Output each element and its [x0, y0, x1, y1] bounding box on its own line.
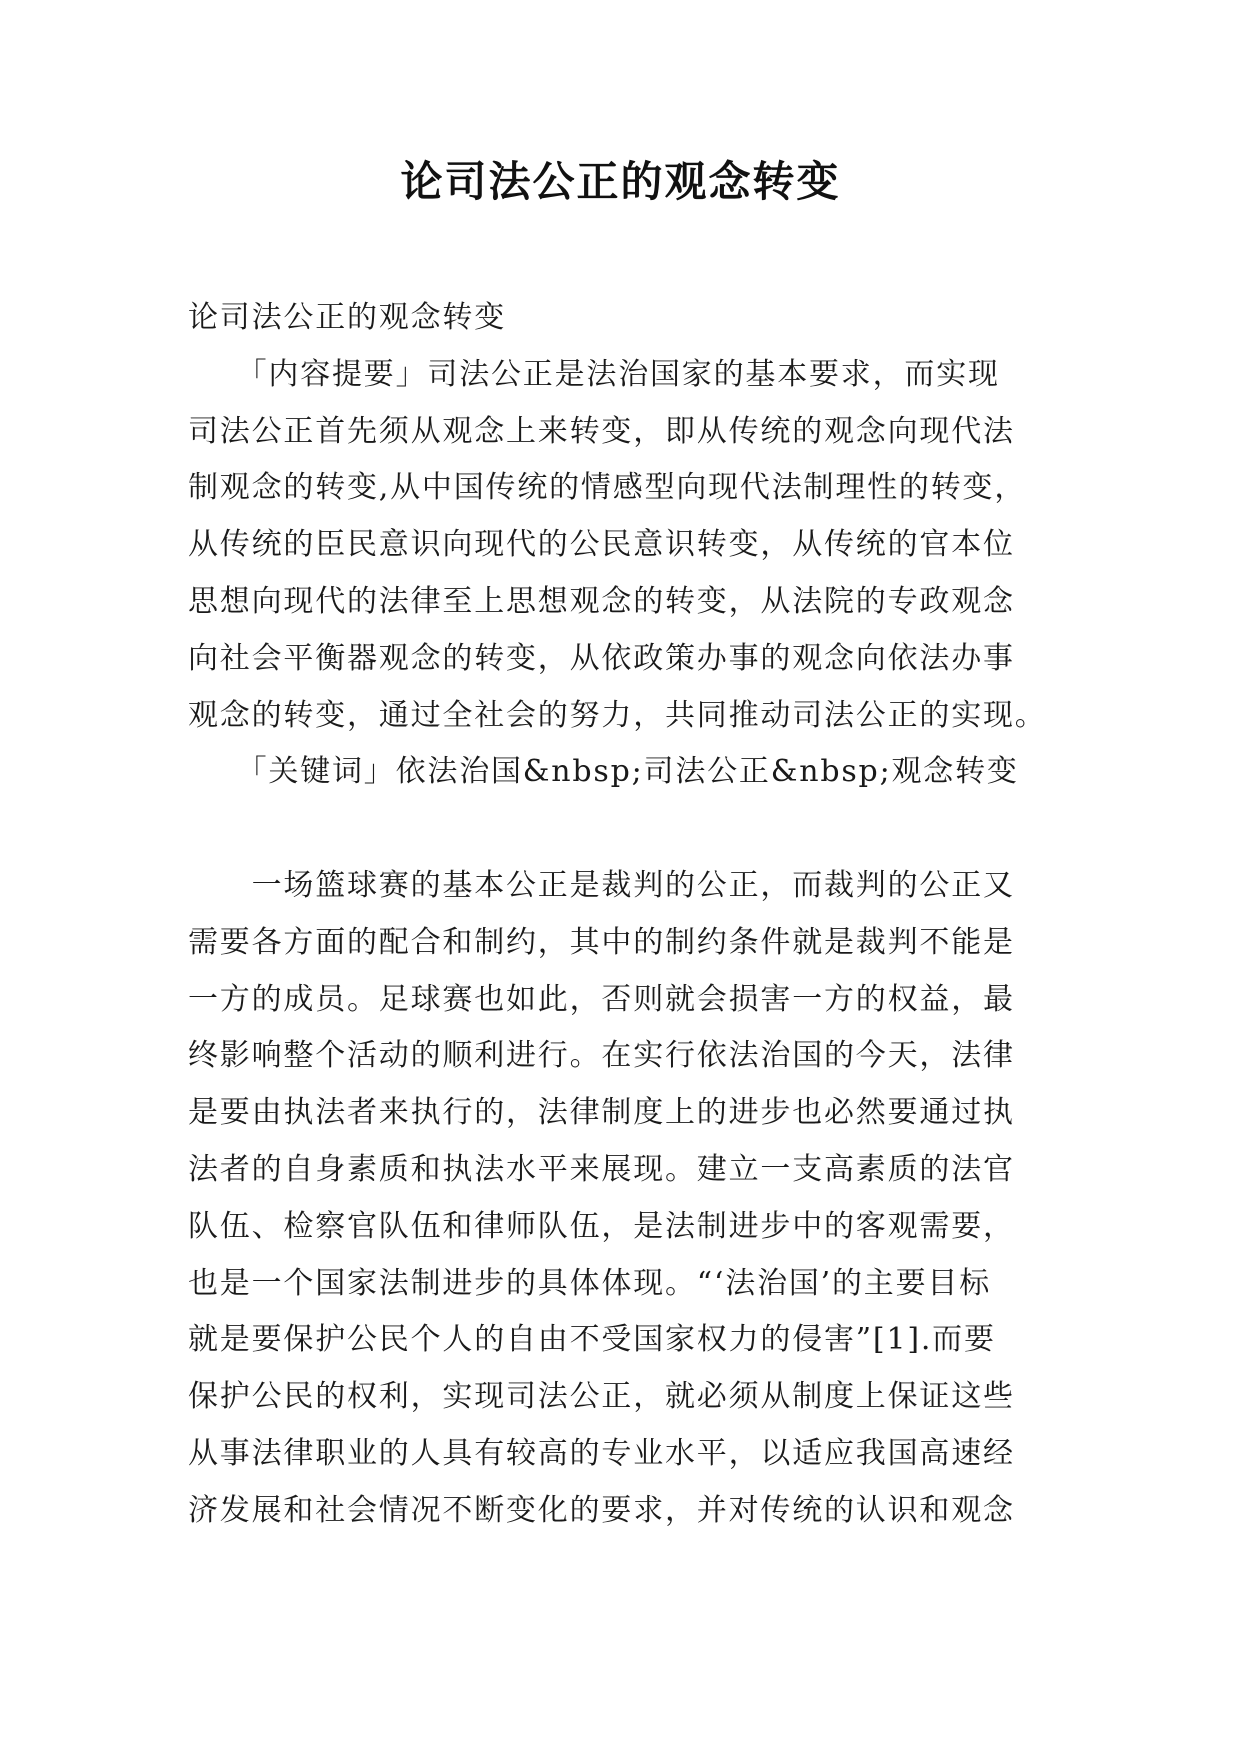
abstract-line: 从传统的臣民意识向现代的公民意识转变，从传统的官本位 [188, 527, 1015, 563]
document-title: 论司法公正的观念转变 [400, 157, 841, 206]
abstract-line: 司法公正首先须从观念上来转变，即从传统的观念向现代法 [188, 413, 1015, 449]
abstract-line: 制观念的转变,从中国传统的情感型向现代法制理性的转变， [188, 470, 1027, 506]
keywords-line: 「关键词」依法治国&nbsp;司法公正&nbsp;观念转变 [188, 754, 1019, 790]
paragraph-line: 也是一个国家法制进步的具体体现。“‘法治国’的主要目标 [188, 1265, 992, 1301]
paragraph-line: 从事法律职业的人具有较高的专业水平，以适应我国高速经 [188, 1435, 1015, 1471]
paragraph-line: 需要各方面的配合和制约，其中的制约条件就是裁判不能是 [188, 924, 1015, 960]
document-body [188, 290, 1058, 1540]
subtitle-line: 论司法公正的观念转变 [188, 300, 506, 335]
abstract-line: 观念的转变，通过全社会的努力，共同推动司法公正的实现。 [188, 697, 1047, 733]
abstract-line: 「内容提要」司法公正是法治国家的基本要求，而实现 [188, 356, 1000, 392]
abstract-line: 向社会平衡器观念的转变，从依政策办事的观念向依法办事 [188, 640, 1015, 676]
paragraph-line: 队伍、检察官队伍和律师队伍，是法制进步中的客观需要， [188, 1208, 1015, 1244]
paragraph-line: 济发展和社会情况不断变化的要求，并对传统的认识和观念 [188, 1492, 1015, 1528]
paragraph-line: 就是要保护公民个人的自由不受国家权力的侵害”[1].而要 [188, 1322, 996, 1358]
paragraph-line: 一方的成员。足球赛也如此，否则就会损害一方的权益，最 [188, 981, 1015, 1017]
paragraph-line: 法者的自身素质和执法水平来展现。建立一支高素质的法官 [188, 1151, 1015, 1187]
paragraph-line: 保护公民的权利，实现司法公正，就必须从制度上保证这些 [188, 1379, 1015, 1415]
paragraph-line: 是要由执法者来执行的，法律制度上的进步也必然要通过执 [188, 1095, 1015, 1131]
abstract-line: 思想向现代的法律至上思想观念的转变，从法院的专政观念 [188, 583, 1015, 619]
paragraph-line: 一场篮球赛的基本公正是裁判的公正，而裁判的公正又 [188, 867, 1015, 903]
paragraph-line: 终影响整个活动的顺利进行。在实行依法治国的今天，法律 [188, 1038, 1015, 1074]
blank-line [188, 801, 1058, 858]
